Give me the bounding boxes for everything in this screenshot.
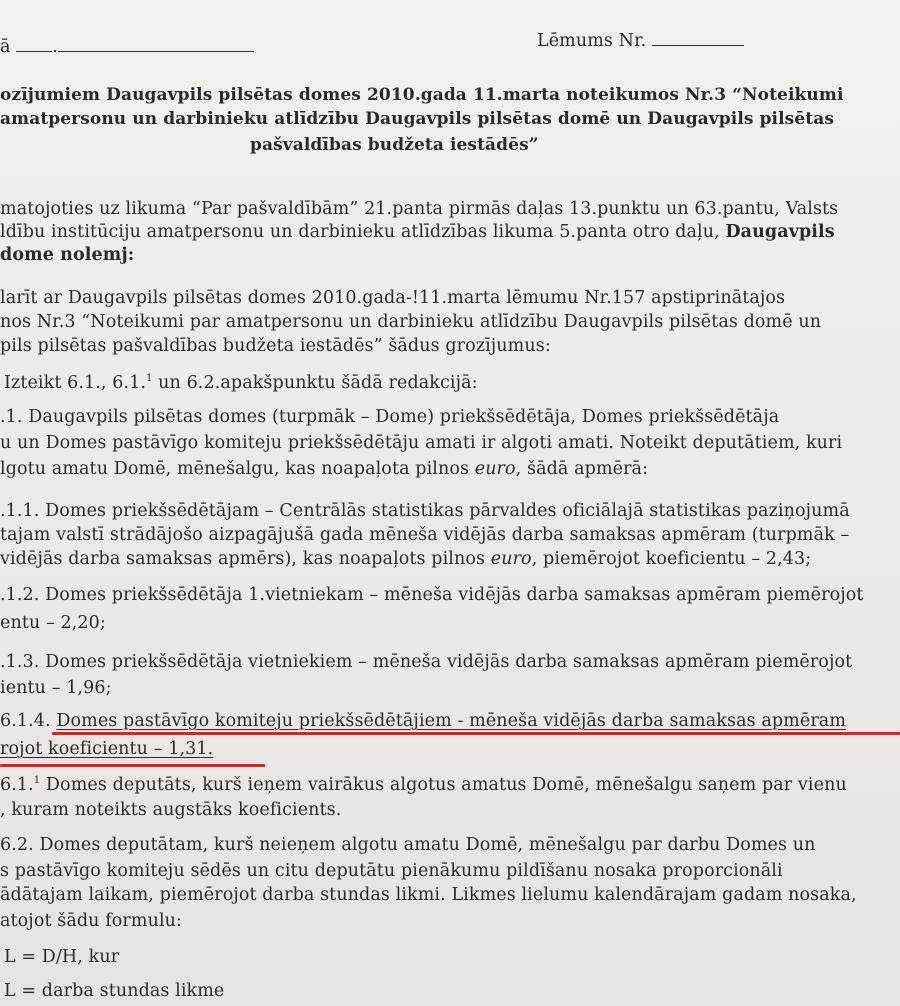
formula-line-1: L = D/H, kur [4, 947, 120, 967]
item-1-suffix: un 6.2.apakšpunktu šādā redakcijā: [152, 373, 478, 393]
p61sup-sup: 1 [33, 775, 41, 787]
p61-line-3-text: lgotu amatu Domē, mēnešalgu, kas noapaļota pilnos [0, 459, 475, 479]
p61-line-3 [0, 458, 648, 480]
p61sup-line-1 [0, 774, 847, 796]
intro-line-3: pils pilsētas pašvaldības budžeta iestādēs” šādus grozījumus: [0, 336, 551, 356]
formula-line-2: L = darba stundas likme [4, 981, 225, 1001]
intro-line-2: nos Nr.3 “Noteikumi par amatpersonu un darbinieku atlīdzību Daugavpils pilsētas domē un [0, 312, 822, 332]
p61-line-1: .1. Daugavpils pilsētas domes (turpmāk – Dome) priekšsēdētāja, Domes priekšsēdētāja [0, 407, 780, 427]
header-date-field [0, 36, 254, 58]
preamble-line-3: dome nolemj: [0, 245, 135, 265]
preamble-line-2 [0, 221, 835, 243]
item-1-sup: 1 [146, 373, 153, 385]
p614-prefix: 6.1.4. [0, 711, 57, 731]
date-day-blank [16, 37, 52, 52]
p611-line-1: .1.1. Domes priekšsēdētājam – Centrālās statistikas pārvaldes oficiālajā statistikas paziņojumā [0, 501, 850, 521]
p612-line-1: .1.2. Domes priekšsēdētāja 1.vietniekam – mēneša vidējās darba samaksas apmēram piemērojot [0, 585, 864, 605]
p62-line-3: ādātajam laikam, piemērojot darba stundas likmi. Likmes lielumu kalendārajam gadam nosaka, [0, 885, 857, 905]
p614-line-1 [0, 710, 846, 732]
preamble-line-2-text: ldību institūciju amatpersonu un darbinieku atlīdzības likuma 5.panta otro daļu, [0, 222, 726, 242]
date-month-blank [58, 37, 254, 52]
red-pen-underline-1 [52, 732, 900, 735]
p61-line-3-end: , šādā apmērā: [515, 459, 649, 479]
p62-line-1: 6.2. Domes deputātam, kurš neieņem algotu amatu Domē, mēnešalgu par darbu Domes un [0, 835, 816, 855]
p613-line-1: .1.3. Domes priekšsēdētāja vietniekiem – mēneša vidējās darba samaksas apmēram piemērojot [0, 652, 853, 672]
preamble-line-1: matojoties uz likuma “Par pašvaldībām” 21.panta pirmās daļas 13.punktu un 63.pantu, Valsts [0, 199, 839, 219]
header-left-prefix: ā [0, 37, 11, 57]
p614-underlined-text-2: rojot koeficientu – 1,31. [0, 739, 214, 759]
p61sup-line-2: , kuram noteikts augstāks koeficients. [0, 800, 342, 820]
title-line-2: amatpersonu un darbinieku atlīdzību Daugavpils pilsētas domē un Daugavpils pilsētas [0, 109, 834, 129]
red-pen-underline-2 [0, 764, 265, 767]
item-1 [4, 372, 478, 394]
p612-line-2: entu – 2,20; [0, 613, 106, 633]
p611-line-3-text: vidējās darba samaksas apmērs), kas noapaļots pilnos [0, 549, 491, 569]
decision-label: Lēmums Nr. [537, 31, 647, 51]
decision-number-field [537, 30, 744, 52]
preamble-line-2-bold: Daugavpils [725, 222, 835, 242]
p611-line-2: tajam valstī strādājošo aizpagājušā gada mēneša vidējās darba samaksas apmēram (turpmāk – [0, 525, 850, 545]
p611-line-3-end: , piemērojot koeficientu – 2,43; [531, 549, 812, 569]
p61-euro: euro [474, 459, 516, 479]
p614-underlined-text: Domes pastāvīgo komiteju priekšsēdētājiem - mēneša vidējās darba samaksas apmēram [56, 711, 847, 731]
p61sup-prefix: 6.1. [0, 775, 34, 795]
p61-line-2: u un Domes pastāvīgo komiteju priekšsēdētāju amati ir algoti amati. Noteikt deputātiem, kuri [0, 433, 843, 453]
p613-line-2: ientu – 1,96; [0, 678, 112, 698]
intro-line-1: larīt ar Daugavpils pilsētas domes 2010.gada-!11.marta lēmumu Nr.157 apstiprinātajos [0, 288, 786, 308]
decision-number-blank [652, 31, 744, 46]
p614-line-2 [0, 738, 213, 760]
header-left-dot: . [52, 37, 58, 57]
p611-euro: euro [490, 549, 532, 569]
p62-line-4: atojot šādu formulu: [0, 911, 183, 931]
p62-line-2: s pastāvīgo komiteju sēdēs un citu deputātu pienākumu pildīšanu nosaka proporcionāli [0, 861, 783, 881]
p61sup-text: Domes deputāts, kurš ieņem vairākus algotus amatus Domē, mēnešalgu saņem par vienu [40, 775, 847, 795]
p611-line-3 [0, 548, 811, 570]
title-line-3: pašvaldības budžeta iestādēs” [250, 135, 539, 155]
title-line-1: ozījumiem Daugavpils pilsētas domes 2010.gada 11.marta noteikumos Nr.3 “Noteikumi [0, 85, 844, 105]
item-1-prefix: Izteikt 6.1., 6.1. [4, 373, 147, 393]
